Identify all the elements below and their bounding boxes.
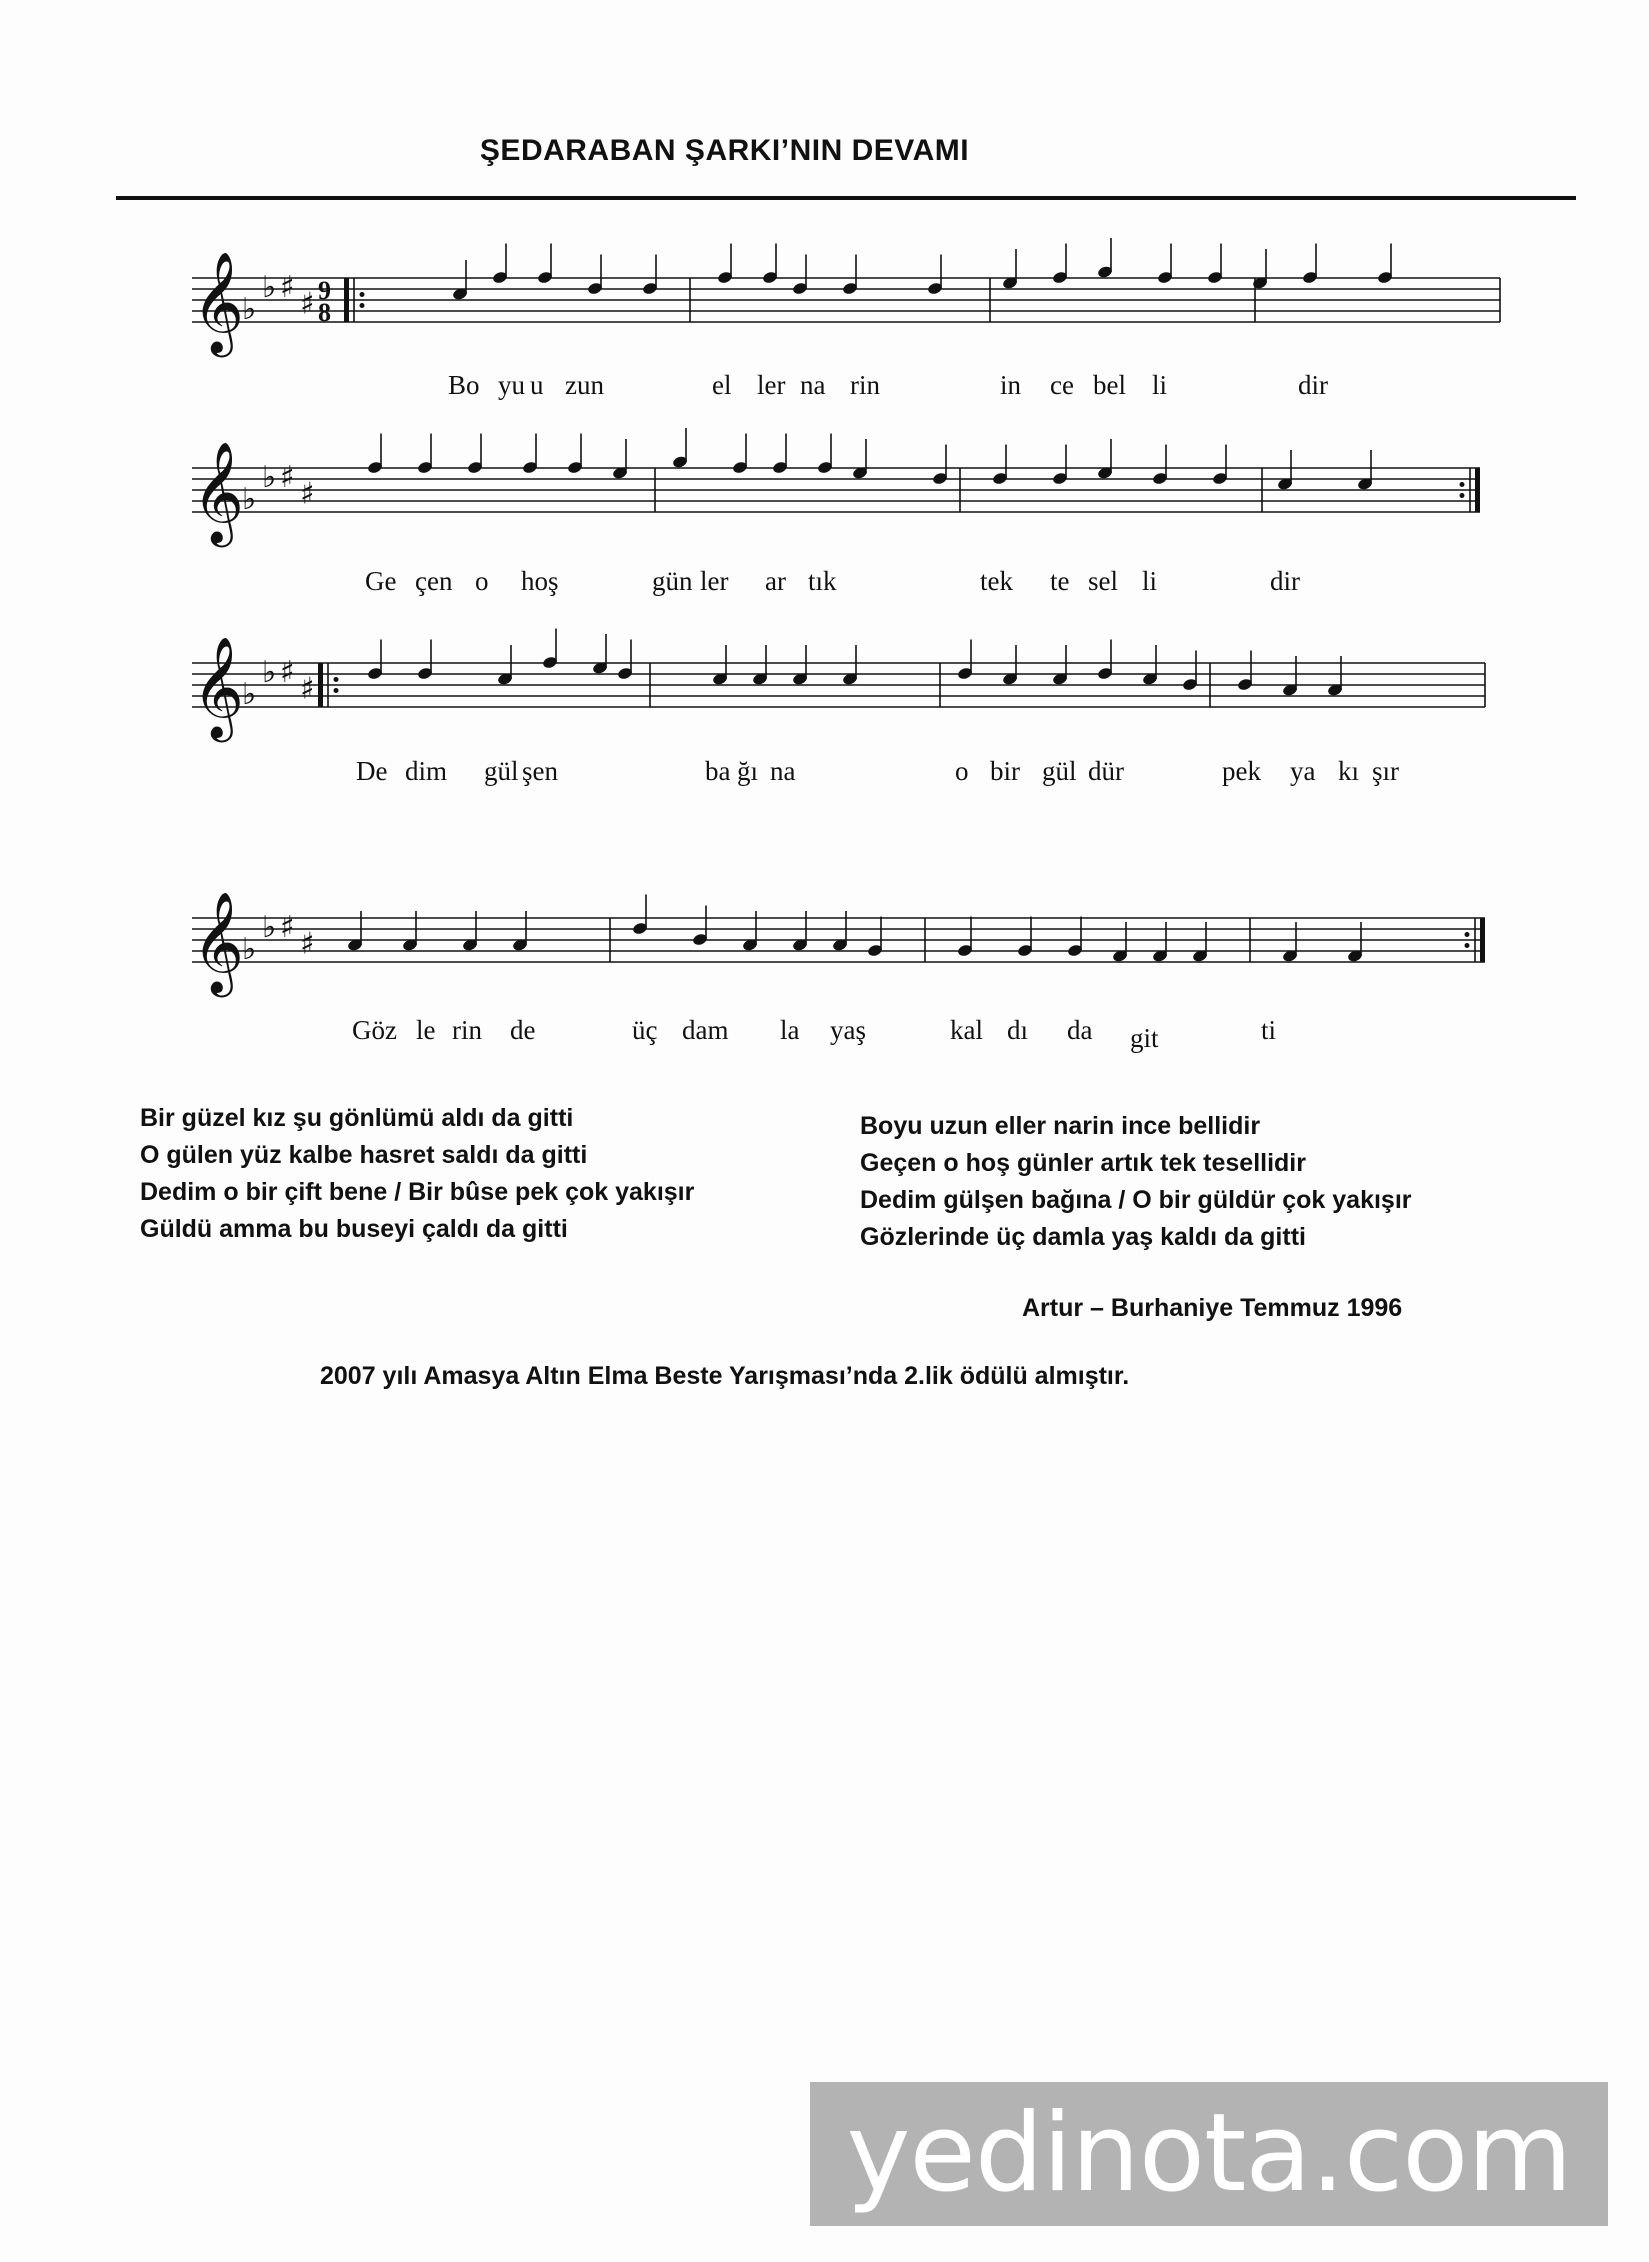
page-title: ŞEDARABAN ŞARKI’NIN DEVAMI: [479, 134, 970, 167]
lyrics-line-2: [0, 566, 1649, 602]
note: [762, 244, 779, 285]
header-rule: [116, 196, 1576, 200]
lyric-syllable: gül: [1042, 756, 1077, 786]
lyric-syllable: bir: [990, 756, 1020, 786]
repeat-dot: [334, 677, 339, 682]
note: [742, 911, 759, 952]
note: [1237, 651, 1254, 692]
note: [1327, 656, 1344, 697]
note: [1182, 651, 1199, 692]
note: [817, 434, 834, 475]
note: [367, 434, 384, 475]
lyric-syllable: ler: [700, 566, 729, 596]
note: [1347, 922, 1364, 963]
sharp-icon: ♯: [280, 910, 295, 945]
verse-right-line: Gözlerinde üç damla yaş kaldı da gitti: [860, 1223, 1306, 1251]
note: [587, 255, 604, 296]
note: [792, 255, 809, 296]
lyric-syllable: pek: [1222, 756, 1261, 786]
award-note: 2007 yılı Amasya Altın Elma Beste Yarışması’nda 2.lik ödülü almıştır.: [320, 1362, 1130, 1390]
treble-clef-icon: 𝄞: [192, 890, 245, 993]
note: [462, 911, 479, 952]
lyric-syllable: in: [1000, 370, 1022, 400]
flat-icon: ♭: [262, 270, 277, 305]
lyric-syllable: de: [510, 1015, 536, 1045]
note: [452, 260, 469, 301]
note: [497, 645, 514, 686]
note: [832, 911, 849, 952]
sharp-icon: ♯: [280, 270, 295, 305]
note: [1097, 238, 1114, 279]
note: [712, 645, 729, 686]
sharp-icon: ♯: [280, 655, 295, 690]
lyric-syllable: Bo: [448, 370, 480, 400]
note: [492, 244, 509, 285]
flat-icon: ♭: [262, 910, 277, 945]
verse-right-line: Geçen o hoş günler artık tek tesellidir: [860, 1149, 1306, 1177]
note: [417, 640, 434, 681]
verse-right-line: Boyu uzun eller narin ince bellidir: [860, 1112, 1261, 1140]
sharp-icon: ♯: [300, 926, 315, 962]
note: [932, 445, 949, 486]
repeat-start-thick: [344, 278, 349, 322]
lyric-syllable: Ge: [365, 566, 397, 596]
note: [632, 895, 649, 936]
lyric-syllable: el: [712, 370, 732, 400]
note: [1152, 445, 1169, 486]
note: [542, 629, 559, 670]
lyric-syllable: kal: [950, 1015, 983, 1045]
sharp-icon: ♯: [300, 671, 315, 707]
note: [612, 439, 629, 480]
note: [957, 917, 974, 958]
note: [1097, 640, 1114, 681]
note: [367, 640, 384, 681]
lyric-syllable: dı: [1007, 1015, 1029, 1045]
treble-clef-icon: 𝄞: [192, 635, 245, 738]
lyric-syllable: ti: [1261, 1015, 1277, 1045]
repeat-dot: [360, 292, 365, 297]
lyric-syllable: o: [475, 566, 489, 596]
lyric-syllable: le: [416, 1015, 436, 1045]
lyric-syllable: la: [780, 1015, 800, 1045]
lyric-syllable: bel: [1093, 370, 1126, 400]
treble-clef-icon: 𝄞: [192, 250, 245, 353]
repeat-dot: [334, 688, 339, 693]
note: [347, 911, 364, 952]
repeat-dot: [1460, 482, 1465, 487]
staff-lines: [192, 278, 1500, 322]
note: [1282, 656, 1299, 697]
repeat-end-thick: [1475, 468, 1480, 512]
lyric-syllable: ya: [1290, 756, 1316, 786]
lyric-syllable: rin: [452, 1015, 482, 1045]
lyric-syllable: o: [955, 756, 969, 786]
lyric-syllable: Göz: [352, 1015, 397, 1045]
note: [1277, 450, 1294, 491]
lyrics-line-3: [0, 756, 1649, 792]
lyric-syllable: ler: [757, 370, 786, 400]
lyric-syllable: ce: [1050, 370, 1074, 400]
lyric-syllable: dam: [682, 1015, 729, 1045]
lyric-syllable: hoş: [521, 566, 559, 596]
note: [467, 434, 484, 475]
lyric-syllable: ar: [765, 566, 786, 596]
note: [867, 917, 884, 958]
note: [1212, 445, 1229, 486]
lyric-syllable: u: [530, 370, 544, 400]
lyric-syllable: li: [1152, 370, 1168, 400]
watermark-logo: yedinota.com: [810, 2082, 1608, 2226]
lyrics-line-1: [0, 370, 1649, 406]
lyric-syllable: üç: [632, 1015, 658, 1045]
note: [592, 634, 609, 675]
lyric-syllable: te: [1050, 566, 1070, 596]
lyric-syllable: dir: [1298, 370, 1328, 400]
note: [732, 434, 749, 475]
note: [957, 640, 974, 681]
lyric-syllable: şır: [1372, 756, 1399, 786]
staff-lines: [192, 468, 1480, 512]
lyric-syllable: kı: [1338, 756, 1360, 786]
lyric-syllable: dir: [1270, 566, 1300, 596]
lyric-syllable: da: [1067, 1015, 1093, 1045]
flat-icon: ♭: [242, 932, 257, 967]
note: [617, 640, 634, 681]
verse-left: [140, 1100, 694, 1248]
lyric-syllable: dür: [1088, 756, 1124, 786]
lyric-syllable: De: [356, 756, 388, 786]
flat-icon: ♭: [262, 460, 277, 495]
note: [402, 911, 419, 952]
note: [1052, 645, 1069, 686]
note: [1192, 922, 1209, 963]
repeat-end-thick: [1480, 918, 1485, 962]
lyric-syllable: sel: [1088, 566, 1118, 596]
lyric-syllable: yu: [498, 370, 525, 400]
lyric-syllable: git: [1130, 1023, 1159, 1053]
note: [1002, 249, 1019, 290]
repeat-dot: [1460, 493, 1465, 498]
note: [1017, 917, 1034, 958]
note: [852, 439, 869, 480]
lyric-syllable: ğı: [737, 756, 759, 786]
note: [992, 445, 1009, 486]
lyric-syllable: li: [1142, 566, 1158, 596]
sharp-icon: ♯: [280, 460, 295, 495]
lyric-syllable: rin: [850, 370, 880, 400]
note: [842, 645, 859, 686]
note: [1052, 445, 1069, 486]
lyric-syllable: gün: [652, 566, 693, 596]
note: [1097, 439, 1114, 480]
sharp-icon: ♯: [300, 286, 315, 322]
repeat-dot: [1465, 932, 1470, 937]
note: [1377, 244, 1394, 285]
note: [1067, 917, 1084, 958]
verse-left-line: Dedim o bir çift bene / Bir bûse pek çok yakışır: [140, 1178, 695, 1206]
note: [1152, 922, 1169, 963]
lyric-syllable: dim: [405, 756, 448, 786]
note: [567, 434, 584, 475]
sharp-icon: ♯: [300, 476, 315, 512]
note: [927, 255, 944, 296]
treble-clef-icon: 𝄞: [192, 440, 245, 543]
note: [1252, 249, 1269, 290]
note: [512, 911, 529, 952]
note: [792, 645, 809, 686]
lyric-syllable: tık: [808, 566, 837, 596]
lyric-syllable: yaş: [830, 1015, 866, 1045]
verse-left-line: Güldü amma bu buseyi çaldı da gitti: [140, 1215, 568, 1243]
note: [792, 911, 809, 952]
lyric-syllable: ba: [705, 756, 731, 786]
flat-icon: ♭: [242, 292, 257, 327]
flat-icon: ♭: [242, 677, 257, 712]
verse-left-line: O gülen yüz kalbe hasret saldı da gitti: [140, 1141, 588, 1169]
note: [672, 428, 689, 469]
note: [1002, 645, 1019, 686]
note: [1357, 450, 1374, 491]
lyric-syllable: gül: [484, 756, 519, 786]
lyric-syllable: na: [800, 370, 826, 400]
lyric-syllable: zun: [565, 370, 604, 400]
note: [1302, 244, 1319, 285]
lyric-syllable: tek: [980, 566, 1013, 596]
note: [537, 244, 554, 285]
note: [752, 645, 769, 686]
note: [522, 434, 539, 475]
verse-left-line: Bir güzel kız şu gönlümü aldı da gitti: [140, 1104, 574, 1132]
lyric-syllable: şen: [522, 756, 558, 786]
note: [1207, 244, 1224, 285]
note: [1157, 244, 1174, 285]
note: [692, 906, 709, 947]
repeat-dot: [360, 303, 365, 308]
time-signature-top: 9: [318, 276, 331, 305]
composer-credit: Artur – Burhaniye Temmuz 1996: [1022, 1294, 1403, 1322]
lyrics-line-4: [0, 1015, 1649, 1051]
time-signature-bottom: 8: [318, 298, 331, 327]
repeat-start-thick: [318, 663, 323, 707]
flat-icon: ♭: [242, 482, 257, 517]
verse-right: [860, 1108, 1412, 1256]
note: [842, 255, 859, 296]
note: [1112, 922, 1129, 963]
note: [717, 244, 734, 285]
repeat-dot: [1465, 943, 1470, 948]
note: [1142, 645, 1159, 686]
lyric-syllable: çen: [415, 566, 453, 596]
flat-icon: ♭: [262, 655, 277, 690]
note: [417, 434, 434, 475]
note: [1052, 244, 1069, 285]
lyric-syllable: na: [770, 756, 796, 786]
note: [772, 434, 789, 475]
note: [1282, 922, 1299, 963]
verse-right-line: Dedim gülşen bağına / O bir güldür çok yakışır: [860, 1186, 1412, 1214]
note: [642, 255, 659, 296]
